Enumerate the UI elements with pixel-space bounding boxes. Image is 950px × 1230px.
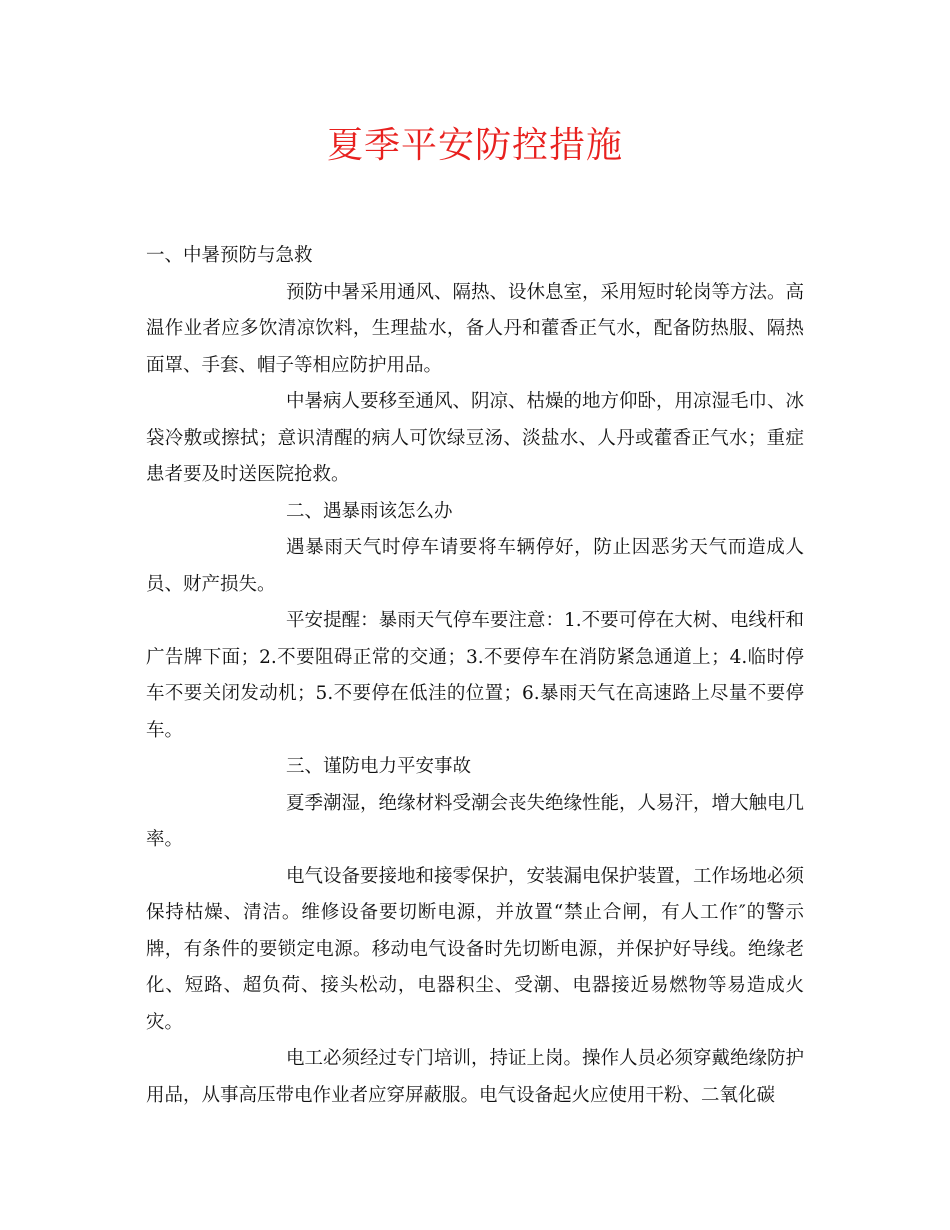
section-heading-rainstorm: 二、遇暴雨该怎么办 bbox=[286, 500, 453, 522]
section-heading-heatstroke: 一、中暑预防与急救 bbox=[146, 245, 313, 266]
document-title: 夏季平安防控措施 bbox=[326, 125, 623, 166]
paragraph: 中暑病人要移至通风、阴凉、枯燥的地方仰卧，用凉湿毛巾、冰袋冷敷或擦拭；意识清醒的病人可饮绿豆汤、淡盐水、人丹或藿香正气水；重症患者要及时送医院抢救。 bbox=[146, 391, 805, 485]
paragraph: 遇暴雨天气时停车请要将车辆停好，防止因恶劣天气而造成人员、财产损失。 bbox=[146, 537, 804, 595]
paragraph: 平安提醒：暴雨天气停车要注意：1.不要可停在大树、电线杆和广告牌下面；2.不要阻碍正常的交通；3.不要停车在消防紧急通道上；4.临时停车不要关闭发动机；5.不要停在低洼的位置；6.暴雨天气在高速路上尽量不要停车。 bbox=[146, 610, 804, 741]
paragraph: 电工必须经过专门培训，持证上岗。操作人员必须穿戴绝缘防护用品，从事高压带电作业者应穿屏蔽服。电气设备起火应使用干粉、二氧化碳 bbox=[146, 1048, 805, 1106]
paragraph: 夏季潮湿，绝缘材料受潮会丧失绝缘性能，人易汗，增大触电几率。 bbox=[146, 792, 805, 850]
document-body bbox=[146, 238, 804, 1114]
section-heading-electrical-safety: 三、谨防电力平安事故 bbox=[286, 756, 472, 777]
paragraph: 电气设备要接地和接零保护，安装漏电保护装置，工作场地必须保持枯燥、清洁。维修设备要切断电源，并放置“禁止合闸，有人工作″的警示牌，有条件的要锁定电源。移动电气设备时先切断电源，并保护好导线。绝缘老化、短路、超负荷、接头松动，电器积尘、受潮、电器接近易燃物等易造成火灾。 bbox=[146, 865, 805, 1033]
paragraph: 预防中暑采用通风、隔热、设休息室，采用短时轮岗等方法。高温作业者应多饮清凉饮料，生理盐水，备人丹和藿香正气水，配备防热服、隔热面罩、手套、帽子等相应防护用品。 bbox=[146, 281, 805, 376]
